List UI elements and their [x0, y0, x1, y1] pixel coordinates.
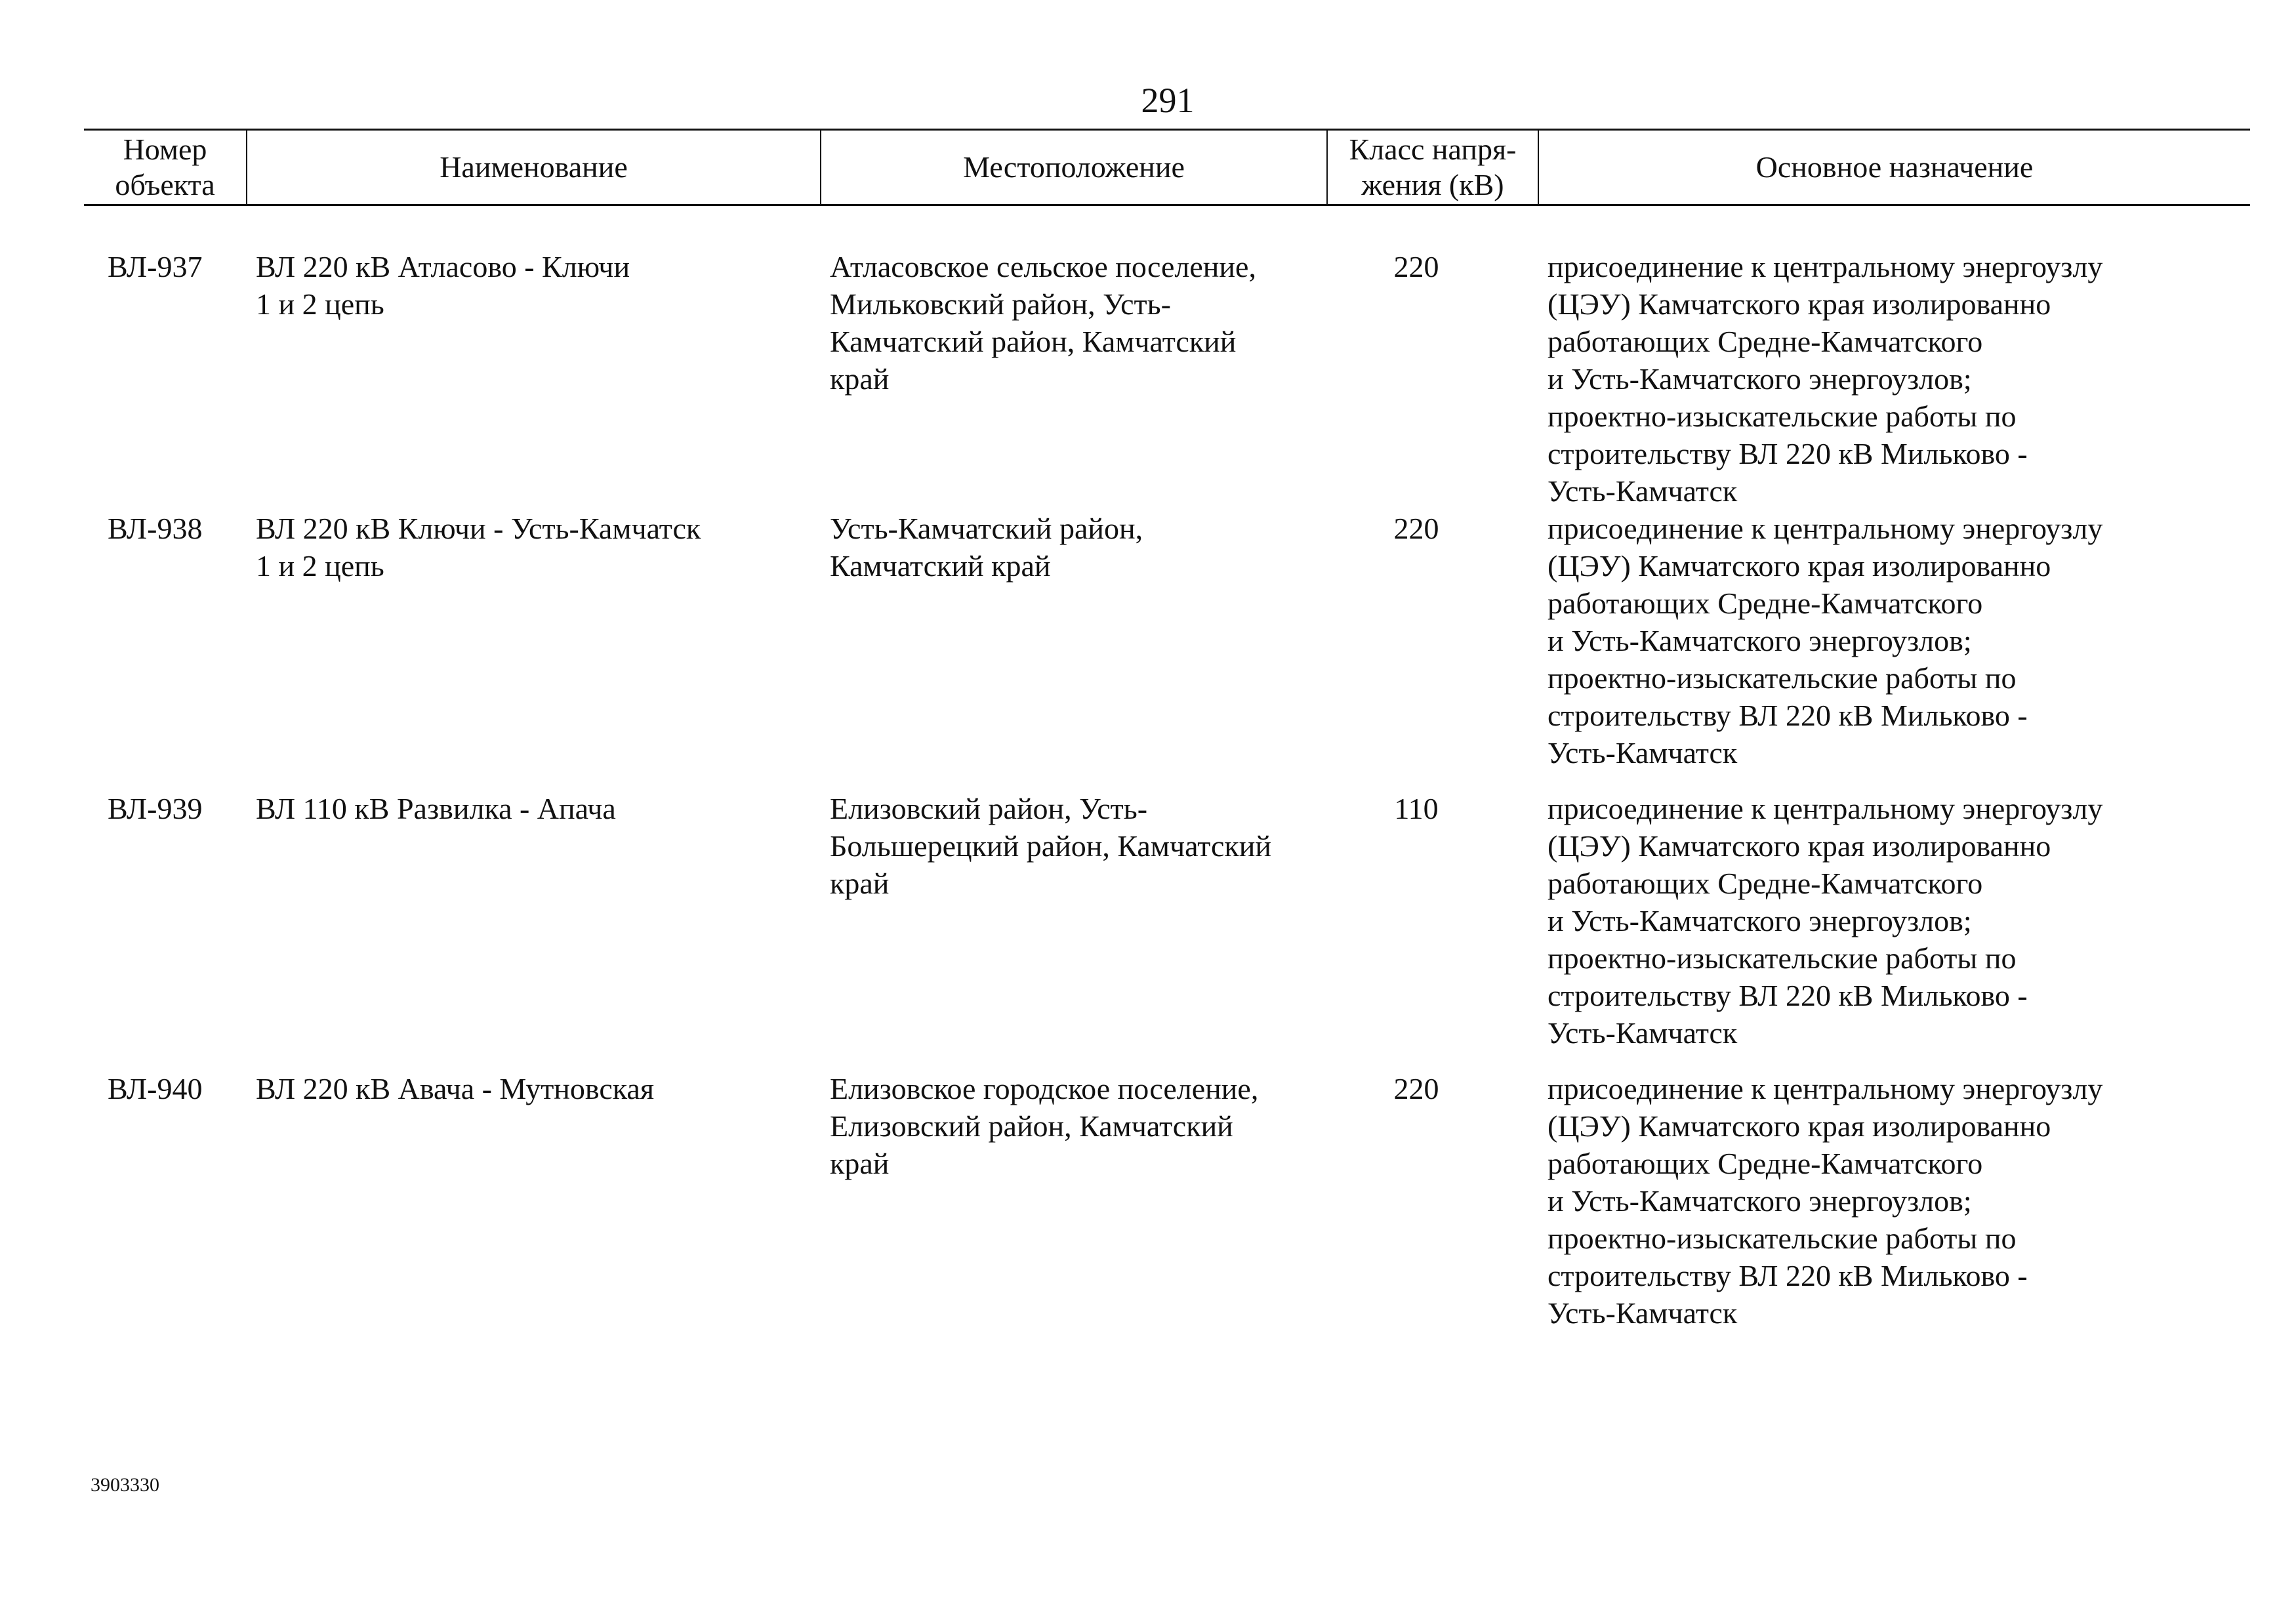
cell-number: ВЛ-940: [108, 1072, 203, 1105]
header-row: [84, 130, 2250, 205]
cell-number: ВЛ-939: [108, 792, 203, 825]
header-number: Номер объекта: [84, 130, 247, 205]
cell-name: ВЛ 220 кВ Авача - Мутновская: [256, 1072, 655, 1105]
cell-purpose: присоединение к центральному энергоузлу (ЦЭУ) Камчатского края изолированно работающих Средне-Камчатского и Усть-Камчатского энергоузлов; проектно-изыскательские работы по строительству ВЛ 220 кВ Мильково - Усть-Камчатск: [1548, 792, 2103, 1050]
table-row: [84, 790, 2250, 1070]
table-row: [84, 205, 2250, 510]
cell-voltage: 110: [1394, 792, 1439, 825]
cell-location: Елизовское городское поселение, Елизовский район, Камчатский край: [830, 1072, 1259, 1180]
cell-number: ВЛ-938: [108, 512, 203, 545]
header-purpose: Основное назначение: [1538, 130, 2250, 205]
table-body: [84, 205, 2250, 1351]
cell-purpose: присоединение к центральному энергоузлу (ЦЭУ) Камчатского края изолированно работающих Средне-Камчатского и Усть-Камчатского энергоузлов; проектно-изыскательские работы по строительству ВЛ 220 кВ Мильково - Усть-Камчатск: [1548, 1072, 2103, 1330]
cell-name: ВЛ 220 кВ Атласово - Ключи 1 и 2 цепь: [256, 250, 630, 321]
cell-voltage: 220: [1393, 250, 1439, 283]
cell-location: Усть-Камчатский район, Камчатский край: [830, 512, 1143, 583]
objects-table-container: [84, 129, 2250, 1350]
table-row: [84, 1070, 2250, 1350]
cell-voltage: 220: [1393, 1072, 1439, 1105]
table-row: [84, 510, 2250, 790]
cell-purpose: присоединение к центральному энергоузлу (ЦЭУ) Камчатского края изолированно работающих Средне-Камчатского и Усть-Камчатского энергоузлов; проектно-изыскательские работы по строительству ВЛ 220 кВ Мильково - Усть-Камчатск: [1548, 250, 2103, 508]
objects-table: [84, 129, 2250, 1350]
document-code: 3903330: [91, 1474, 159, 1496]
cell-number: ВЛ-937: [108, 250, 203, 283]
cell-name: ВЛ 220 кВ Ключи - Усть-Камчатск 1 и 2 цепь: [256, 512, 701, 583]
page-number: 291: [1141, 81, 1195, 120]
header-voltage: Класс напря- жения (кВ): [1327, 130, 1538, 205]
cell-voltage: 220: [1393, 512, 1439, 545]
cell-name: ВЛ 110 кВ Развилка - Апача: [256, 792, 616, 825]
table-header: [84, 130, 2250, 205]
header-name: Наименование: [247, 130, 821, 205]
cell-location: Елизовский район, Усть- Большерецкий район, Камчатский край: [830, 792, 1271, 900]
cell-purpose: присоединение к центральному энергоузлу (ЦЭУ) Камчатского края изолированно работающих Средне-Камчатского и Усть-Камчатского энергоузлов; проектно-изыскательские работы по строительству ВЛ 220 кВ Мильково - Усть-Камчатск: [1548, 512, 2103, 770]
cell-location: Атласовское сельское поселение, Мильковский район, Усть- Камчатский район, Камчатский край: [830, 250, 1256, 396]
header-location: Местоположение: [821, 130, 1327, 205]
